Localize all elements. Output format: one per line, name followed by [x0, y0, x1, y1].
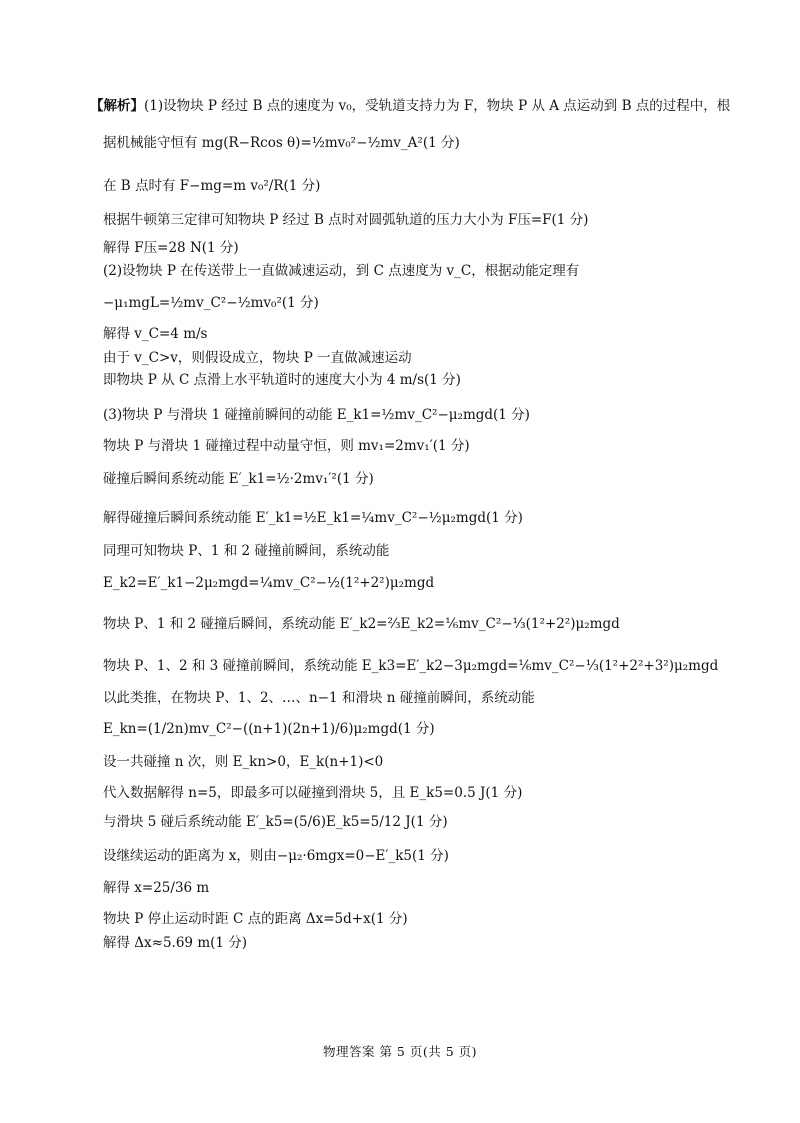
line-13: 碰撞后瞬间系统动能 E′_k1=½·2mv₁′²(1 分): [103, 471, 374, 487]
line-6: (2)设物块 P 在传送带上一直做减速运动，到 C 点速度为 v_C，根据动能定理有: [103, 263, 580, 279]
line-9: 由于 v_C>v，则假设成立，物块 P 一直做减速运动: [103, 350, 412, 366]
line-3: 在 B 点时有 F−mg=m v₀²/R(1 分): [103, 178, 321, 194]
page-footer: 物理答案 第 5 页(共 5 页): [322, 1044, 478, 1059]
line-27: 解得 Δx≈5.69 m(1 分): [103, 935, 248, 951]
line-4: 根据牛顿第三定律可知物块 P 经过 B 点时对圆弧轨道的压力大小为 F压=F(1 分): [103, 212, 589, 228]
line-16: E_k2=E′_k1−2μ₂mgd=¼mv_C²−½(1²+2²)μ₂mgd: [103, 575, 435, 591]
line-10: 即物块 P 从 C 点滑上水平轨道时的速度大小为 4 m/s(1 分): [103, 372, 461, 388]
line-8: 解得 v_C=4 m/s: [103, 326, 208, 342]
line-1: 【解析】(1)设物块 P 经过 B 点的速度为 v₀，受轨道支持力为 F，物块 P 从 A 点运动到 B 点的过程中，根: [90, 98, 731, 114]
line-18: 物块 P、1、2 和 3 碰撞前瞬间，系统动能 E_k3=E′_k2−3μ₂mgd=⅙mv_C²−⅓(1²+2²+3²)μ₂mgd: [103, 658, 719, 674]
line-23: 与滑块 5 碰后系统动能 E′_k5=(5/6)E_k5=5/12 J(1 分): [103, 814, 448, 830]
line-15: 同理可知物块 P、1 和 2 碰撞前瞬间，系统动能: [103, 543, 390, 559]
line-24: 设继续运动的距离为 x，则由−μ₂·6mgx=0−E′_k5(1 分): [103, 848, 449, 864]
line-20: E_kn=(1/2n)mv_C²−((n+1)(2n+1)/6)μ₂mgd(1 分): [103, 721, 435, 737]
line-2: 据机械能守恒有 mg(R−Rcos θ)=½mv₀²−½mv_A²(1 分): [103, 135, 460, 151]
line-17: 物块 P、1 和 2 碰撞后瞬间，系统动能 E′_k2=⅔E_k2=⅙mv_C²−⅓(1²+2²)μ₂mgd: [103, 616, 620, 632]
line-19: 以此类推，在物块 P、1、2、…、n−1 和滑块 n 碰撞前瞬间，系统动能: [103, 690, 535, 706]
line-25: 解得 x=25/36 m: [103, 880, 210, 896]
line-21: 设一共碰撞 n 次，则 E_kn>0，E_k(n+1)<0: [103, 754, 384, 770]
line-11: (3)物块 P 与滑块 1 碰撞前瞬间的动能 E_k1=½mv_C²−μ₂mgd(1 分): [103, 407, 530, 423]
line-12: 物块 P 与滑块 1 碰撞过程中动量守恒，则 mv₁=2mv₁′(1 分): [103, 438, 470, 454]
line-5: 解得 F压=28 N(1 分): [103, 240, 239, 256]
line-7: −μ₁mgL=½mv_C²−½mv₀²(1 分): [103, 295, 319, 311]
line-14: 解得碰撞后瞬间系统动能 E′_k1=½E_k1=¼mv_C²−½μ₂mgd(1 分): [103, 510, 523, 526]
analysis-tag: 【解析】: [90, 98, 144, 114]
line-22: 代入数据解得 n=5，即最多可以碰撞到滑块 5，且 E_k5=0.5 J(1 分): [103, 785, 523, 801]
line-26: 物块 P 停止运动时距 C 点的距离 Δx=5d+x(1 分): [103, 911, 408, 927]
